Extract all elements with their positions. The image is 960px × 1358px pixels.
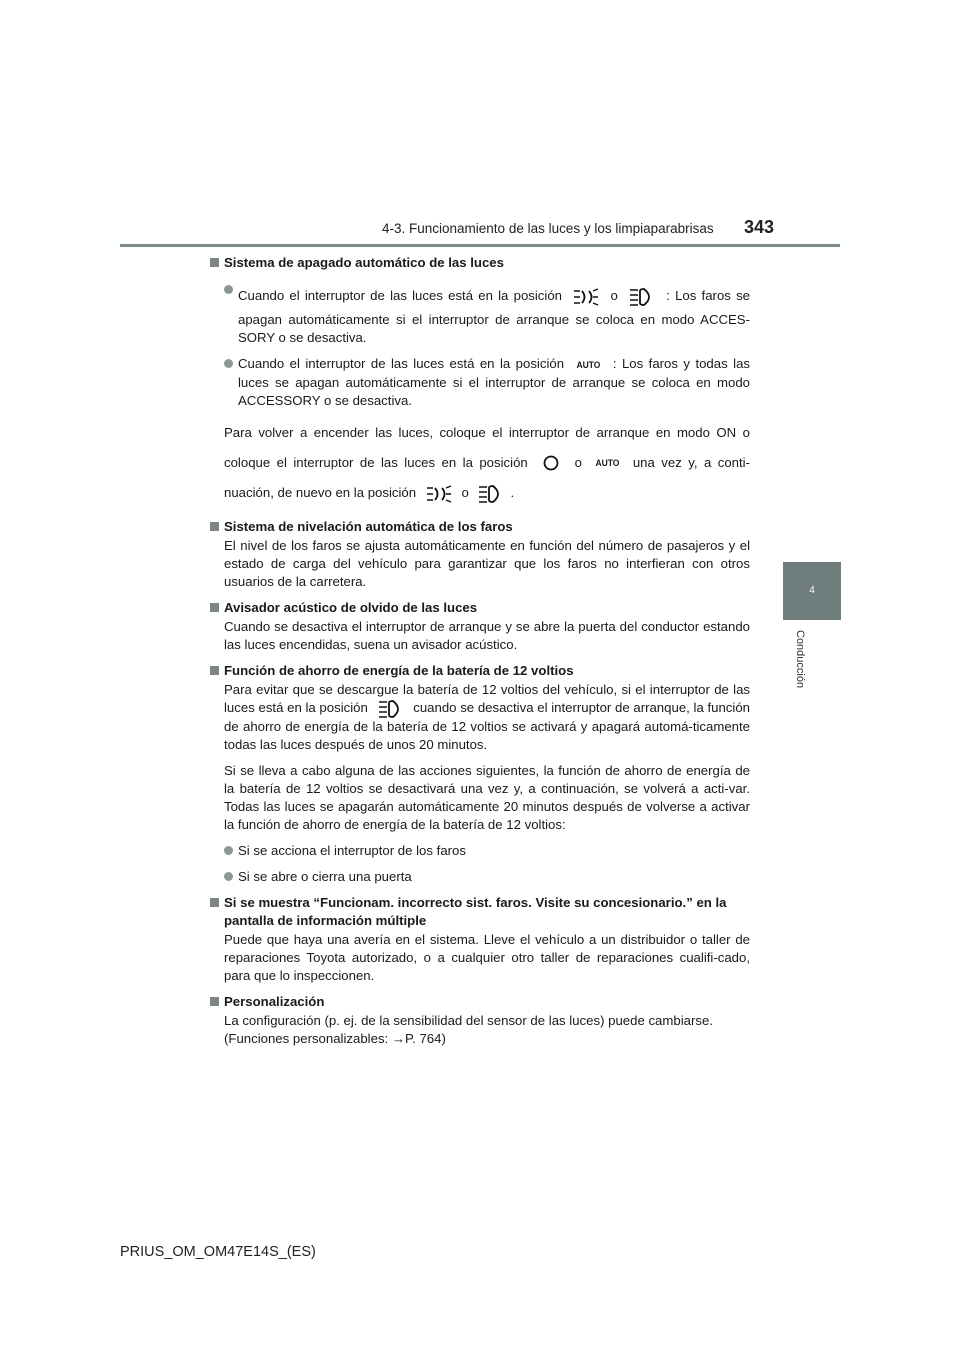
bullet-item: Cuando el interruptor de las luces está en la posición o : Los faros se apagan automáticamente si el interruptor de arranque se coloca en modo ACCES-SORY o se desactiva.: [224, 281, 750, 347]
square-bullet-icon: [210, 997, 219, 1006]
page-content: [210, 254, 750, 1056]
cross-reference: (Funciones personalizables: →P. 764): [224, 1030, 446, 1046]
paragraph: Cuando se desactiva el interruptor de arranque y se abre la puerta del conductor estando las luces encendidas, suena un avisador acústico.: [224, 619, 750, 653]
square-bullet-icon: [210, 666, 219, 675]
bullet-item: Si se abre o cierra una puerta: [224, 868, 750, 886]
square-bullet-icon: [210, 898, 219, 907]
chapter-number: 4: [809, 585, 815, 596]
page-number: 343: [744, 217, 775, 237]
section-heading: Sistema de nivelación automática de los faros: [210, 518, 750, 536]
round-bullet-icon: [224, 872, 233, 881]
headlight-icon: [426, 485, 452, 503]
off-position-icon: [540, 454, 562, 472]
bullet-item: Si se acciona el interruptor de los faros: [224, 842, 750, 860]
auto-position-icon: AUTO: [576, 359, 601, 370]
square-bullet-icon: [210, 522, 219, 531]
section-header-title: 4-3. Funcionamiento de las luces y los limpiaparabrisas: [382, 221, 714, 236]
paragraph: Si se lleva a cabo alguna de las acciones siguientes, la función de ahorro de energía de la batería de 12 voltios se desactivará una vez y, a continuación, se volverá a acti-var. Todas las luces se apagarán automáticamente 20 minutos después de volverse a activar la función de ahorro de energía de la batería de 12 voltios:: [224, 762, 750, 832]
paragraph: Puede que haya una avería en el sistema. Lleve el vehículo a un distribuidor o taller de reparaciones Toyota autorizado, o a cualquier otro taller de reparaciones cualifi-cado, para que lo inspeccionen.: [224, 931, 750, 983]
paragraph: El nivel de los faros se ajusta automáticamente en función del número de pasajeros y el estado de carga del vehículo para garantizar que los faros no interfieran con otros usuarios de la carretera.: [224, 538, 750, 590]
headlight-beam-icon: [478, 485, 504, 503]
section-heading: Si se muestra “Funcionam. incorrecto sist. faros. Visite su concesionario.” en la pantalla de información múltiple: [210, 894, 750, 930]
round-bullet-icon: [224, 359, 233, 368]
chapter-tab: [783, 562, 841, 620]
headlight-beam-icon: [378, 700, 404, 718]
round-bullet-icon: [224, 846, 233, 855]
section-heading: Personalización: [210, 993, 750, 1011]
header-rule: [120, 244, 840, 247]
square-bullet-icon: [210, 603, 219, 612]
paragraph: Para volver a encender las luces, coloque el interruptor de arranque en modo ON o coloque el interruptor de las luces en la posición o AUTO una vez y, a conti-nuación, de nuevo en la posición o .: [224, 418, 750, 509]
chapter-label: Conducción: [794, 630, 806, 689]
section-heading: Función de ahorro de energía de la batería de 12 voltios: [210, 662, 750, 680]
auto-position-icon: AUTO: [595, 457, 620, 469]
paragraph: La configuración (p. ej. de la sensibilidad del sensor de las luces) puede cambiarse.: [224, 1012, 713, 1028]
document-code: PRIUS_OM_OM47E14S_(ES): [120, 1244, 316, 1260]
round-bullet-icon: [224, 285, 233, 294]
section-heading: Avisador acústico de olvido de las luces: [210, 599, 750, 617]
square-bullet-icon: [210, 258, 219, 267]
paragraph: Para evitar que se descargue la batería de 12 voltios del vehículo, si el interruptor de las luces está en la posición cuando se desactiva el interruptor de arranque, la función de ahorro de energía de la batería de 12 voltios se activará y apagará automá-ticamente todas las luces después de unos 20 minutos.: [224, 682, 750, 752]
headlight-beam-icon: [629, 288, 655, 306]
section-heading: Sistema de apagado automático de las luces: [210, 254, 750, 272]
headlight-icon: [573, 288, 599, 306]
bullet-item: Cuando el interruptor de las luces está en la posición AUTO : Los faros y todas las luces se apagan automáticamente si el interruptor de arranque se coloca en modo ACCESSORY o se desactiva.: [224, 355, 750, 410]
